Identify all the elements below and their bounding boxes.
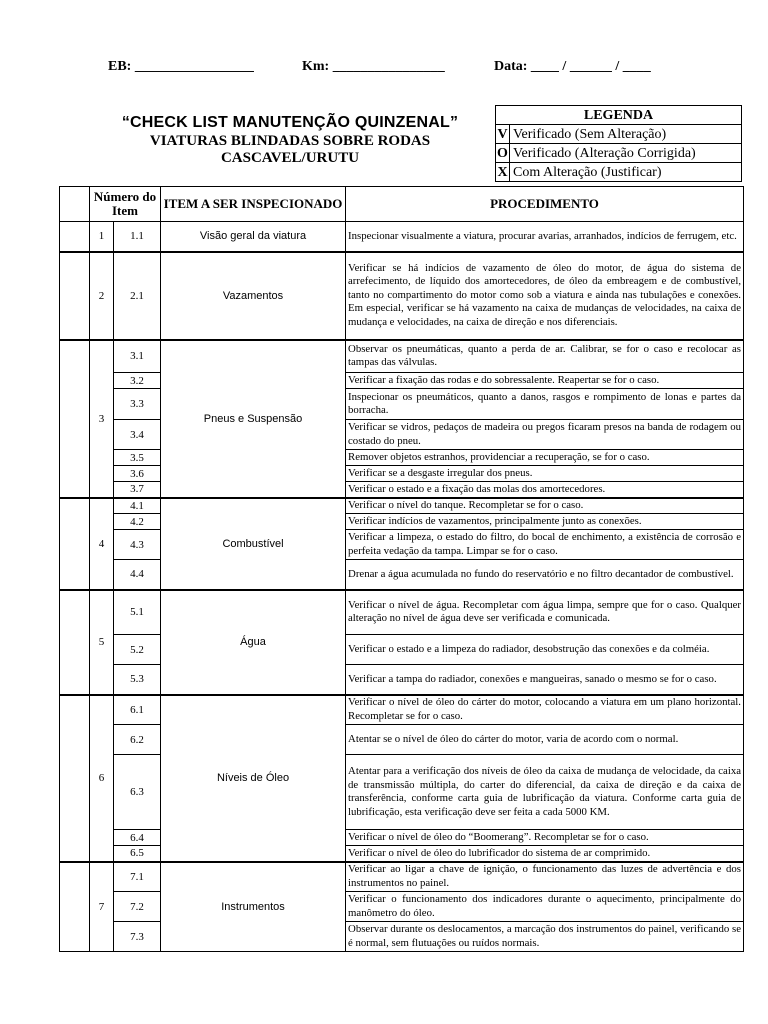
check-cell[interactable] <box>60 695 90 862</box>
item-name: Visão geral da viatura <box>161 222 346 252</box>
item-name: Vazamentos <box>161 252 346 340</box>
procedure-text: Inspecionar visualmente a viatura, procurar avarias, arranhados, indícios de ferrugem, etc. <box>346 222 744 252</box>
procedure-text: Verificar se a desgaste irregular dos pneus. <box>346 466 744 482</box>
procedure-text: Verificar o nível de óleo do “Boomerang”. Recompletar se for o caso. <box>346 830 744 846</box>
group-number: 7 <box>90 862 114 952</box>
procedure-text: Inspecionar os pneumáticos, quanto a danos, rasgos e rompimento de lonas e partes da borracha. <box>346 389 744 420</box>
sub-item-number: 3.3 <box>114 389 161 420</box>
legend-text-o: Verificado (Alteração Corrigida) <box>510 144 742 163</box>
page-title: “CHECK LIST MANUTENÇÃO QUINZENAL” <box>121 114 459 131</box>
procedure-text: Verificar o funcionamento dos indicadores durante o aquecimento, principalmente do manômetro do óleo. <box>346 892 744 922</box>
legend-text-x: Com Alteração (Justificar) <box>510 163 742 182</box>
item-name: Água <box>161 590 346 695</box>
procedure-text: Atentar se o nível de óleo do cárter do motor, varia de acordo com o normal. <box>346 725 744 755</box>
sub-item-number: 5.1 <box>114 590 161 635</box>
procedure-text: Verificar o estado e a fixação das molas dos amortecedores. <box>346 482 744 498</box>
procedure-text: Verificar o nível do tanque. Recompletar se for o caso. <box>346 498 744 514</box>
procedure-text: Verificar a fixação das rodas e do sobressalente. Reapertar se for o caso. <box>346 373 744 389</box>
check-cell[interactable] <box>60 862 90 952</box>
date-field: Data: ____ / ______ / ____ <box>494 59 651 74</box>
header-item: ITEM A SER INSPECIONADO <box>161 187 346 222</box>
group-number: 6 <box>90 695 114 862</box>
sub-item-number: 2.1 <box>114 252 161 340</box>
group-number: 5 <box>90 590 114 695</box>
sub-item-number: 4.3 <box>114 530 161 560</box>
sub-item-number: 1.1 <box>114 222 161 252</box>
check-cell[interactable] <box>60 252 90 340</box>
sub-item-number: 3.1 <box>114 340 161 373</box>
sub-item-number: 3.5 <box>114 450 161 466</box>
procedure-text: Remover objetos estranhos, providenciar a recuperação, se for o caso. <box>346 450 744 466</box>
table-row <box>60 222 744 252</box>
eb-field: EB: _________________ <box>108 59 254 74</box>
procedure-text: Verificar ao ligar a chave de ignição, o funcionamento das luzes de advertência e dos instrumentos no painel. <box>346 862 744 892</box>
table-row <box>60 252 744 340</box>
sub-item-number: 6.2 <box>114 725 161 755</box>
procedure-text: Verificar o nível de óleo do cárter do motor, colocando a viatura em um plano horizontal. Recompletar se for o caso. <box>346 695 744 725</box>
procedure-text: Verificar indícios de vazamentos, principalmente junto as conexões. <box>346 514 744 530</box>
procedure-text: Atentar para a verificação dos níveis de óleo da caixa de mudança de velocidade, da caixa de transmissão múltipla, do carter do diferencial, da caixa de direção e da caixa de transferência, conforme carta guia de lubrificação da viatura. Conforme carta guia de lubrificação, esta verificação deve ser feita a cada 5000 KM. <box>346 755 744 830</box>
sub-item-number: 3.7 <box>114 482 161 498</box>
check-cell[interactable] <box>60 340 90 498</box>
procedure-text: Drenar a água acumulada no fundo do reservatório e no filtro decantador de combustível. <box>346 560 744 590</box>
group-number: 4 <box>90 498 114 590</box>
procedure-text: Verificar se vidros, pedaços de madeira ou pregos ficaram presos na banda de rodagem ou costado do pneu. <box>346 420 744 450</box>
check-cell[interactable] <box>60 222 90 252</box>
legend-text-v: Verificado (Sem Alteração) <box>510 125 742 144</box>
group-number: 3 <box>90 340 114 498</box>
legend-title: LEGENDA <box>496 106 742 125</box>
header-procedimento: PROCEDIMENTO <box>346 187 744 222</box>
procedure-text: Verificar o estado e a limpeza do radiador, desobstrução das conexões e da colméia. <box>346 635 744 665</box>
table-row <box>60 862 744 892</box>
procedure-text: Verificar a limpeza, o estado do filtro, do bocal de enchimento, a existência de corrosão e perfeita vedação da tampa. Limpar se for o caso. <box>346 530 744 560</box>
procedure-text: Verificar se há indícios de vazamento de óleo do motor, de água do sistema de arrefecimento, de líquido dos amortecedores, de óleo da embreagem e de combustível, tanto no compartimento do motor como sob a viatura e ainda nas tubulações e conexões. Em especial, verificar se há vazamento na caixa de mudanças de velocidades, na caixa de mudança e velocidades, na caixa de direção e nos diferenciais. <box>346 252 744 340</box>
sub-item-number: 4.1 <box>114 498 161 514</box>
legend-table <box>495 105 742 182</box>
table-row <box>60 498 744 514</box>
procedure-text: Observar durante os deslocamentos, a marcação dos instrumentos do painel, verificando se é normal, sem flutuações ou ruídos normais. <box>346 922 744 952</box>
sub-item-number: 6.3 <box>114 755 161 830</box>
page-subtitle: VIATURAS BLINDADAS SOBRE RODAS <box>149 133 431 149</box>
legend-code-o: O <box>497 145 508 161</box>
sub-item-number: 7.2 <box>114 892 161 922</box>
sub-item-number: 3.2 <box>114 373 161 389</box>
procedure-text: Observar os pneumáticas, quanto a perda de ar. Calibrar, se for o caso e recolocar as tampas das válvulas. <box>346 340 744 373</box>
check-cell[interactable] <box>60 590 90 695</box>
procedure-text: Verificar o nível de água. Recompletar com água limpa, sempre que for o caso. Qualquer alteração no nível de água deve ser verificada e comunicada. <box>346 590 744 635</box>
table-row <box>60 695 744 725</box>
procedure-text: Verificar o nível de óleo do lubrificador do sistema de ar comprimido. <box>346 846 744 862</box>
sub-item-number: 7.3 <box>114 922 161 952</box>
page-subtitle-model: CASCAVEL/URUTU <box>220 150 360 166</box>
sub-item-number: 7.1 <box>114 862 161 892</box>
header-blank <box>60 187 90 222</box>
legend-code-x: X <box>497 164 508 180</box>
group-number: 1 <box>90 222 114 252</box>
sub-item-number: 6.1 <box>114 695 161 725</box>
sub-item-number: 5.2 <box>114 635 161 665</box>
sub-item-number: 4.2 <box>114 514 161 530</box>
table-row <box>60 590 744 635</box>
sub-item-number: 4.4 <box>114 560 161 590</box>
sub-item-number: 6.5 <box>114 846 161 862</box>
sub-item-number: 5.3 <box>114 665 161 695</box>
header-numero: Número do Item <box>90 187 161 222</box>
checklist-table <box>59 186 744 952</box>
item-name: Pneus e Suspensão <box>161 340 346 498</box>
sub-item-number: 3.6 <box>114 466 161 482</box>
group-number: 2 <box>90 252 114 340</box>
table-row <box>60 340 744 373</box>
sub-item-number: 6.4 <box>114 830 161 846</box>
item-name: Combustível <box>161 498 346 590</box>
item-name: Instrumentos <box>161 862 346 952</box>
km-field: Km: ________________ <box>302 59 445 74</box>
procedure-text: Verificar a tampa do radiador, conexões e mangueiras, sanado o mesmo se for o caso. <box>346 665 744 695</box>
item-name: Níveis de Óleo <box>161 695 346 862</box>
sub-item-number: 3.4 <box>114 420 161 450</box>
check-cell[interactable] <box>60 498 90 590</box>
legend-code-v: V <box>497 126 508 142</box>
